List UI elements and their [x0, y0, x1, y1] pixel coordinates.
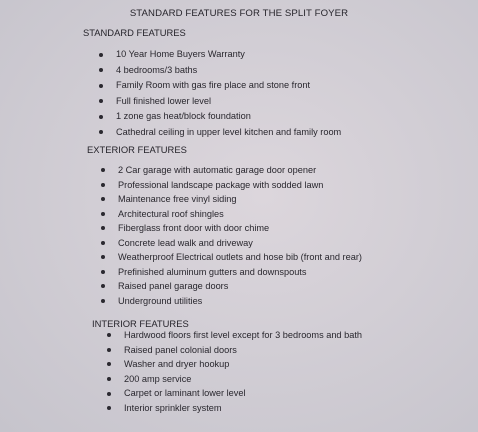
document-title: STANDARD FEATURES FOR THE SPLIT FOYER — [129, 8, 349, 19]
bullet-icon — [99, 130, 103, 134]
list-item — [101, 265, 362, 280]
list-item-text: Raised panel colonial doors — [124, 344, 237, 355]
bullet-icon — [99, 53, 103, 57]
list-item — [107, 386, 362, 401]
list-item — [99, 63, 341, 79]
bullet-icon — [99, 68, 103, 72]
bullet-icon — [107, 377, 111, 381]
bullet-icon — [99, 99, 103, 103]
list-item-text: Professional landscape package with sodded lawn — [118, 179, 324, 190]
section-heading-exterior: EXTERIOR FEATURES — [87, 144, 187, 155]
bullet-icon — [101, 212, 105, 216]
list-item — [107, 343, 362, 358]
list-item — [101, 279, 362, 294]
bullet-icon — [107, 362, 111, 366]
bullet-icon — [101, 255, 105, 259]
section-heading-standard: STANDARD FEATURES — [83, 27, 186, 38]
list-item — [99, 94, 341, 110]
list-item — [99, 47, 341, 63]
bullet-icon — [101, 270, 105, 274]
list-item — [101, 163, 362, 178]
standard-features-list — [99, 47, 341, 140]
list-item-text: Architectural roof shingles — [118, 208, 224, 219]
list-item — [107, 372, 362, 387]
bullet-icon — [107, 406, 111, 410]
interior-features-list — [107, 328, 362, 416]
list-item — [101, 207, 362, 222]
bullet-icon — [107, 348, 111, 352]
list-item-text: Washer and dryer hookup — [124, 359, 230, 370]
list-item — [107, 357, 362, 372]
section-heading-interior: INTERIOR FEATURES — [92, 318, 189, 329]
list-item — [99, 109, 341, 125]
list-item-text: 1 zone gas heat/block foundation — [116, 111, 251, 121]
list-item-text: Interior sprinkler system — [124, 402, 222, 413]
list-item-text: Full finished lower level — [116, 95, 211, 106]
bullet-icon — [101, 226, 105, 230]
list-item — [101, 294, 362, 309]
bullet-icon — [101, 197, 105, 201]
list-item-text: Cathedral ceiling in upper level kitchen and family room — [116, 126, 342, 137]
list-item — [101, 221, 362, 236]
bullet-icon — [101, 168, 105, 172]
list-item-text: Family Room with gas fire place and stone front — [116, 80, 311, 90]
list-item-text: Underground utilities — [118, 295, 203, 306]
bullet-icon — [101, 183, 105, 187]
list-item — [99, 125, 341, 141]
exterior-features-list — [101, 163, 362, 308]
list-item-text: 200 amp service — [124, 373, 192, 384]
list-item — [101, 250, 362, 265]
bullet-icon — [99, 84, 103, 88]
bullet-icon — [101, 241, 105, 245]
list-item — [107, 328, 362, 343]
list-item-text: Weatherproof Electrical outlets and hose bib (front and rear) — [118, 252, 362, 262]
list-item-text: Maintenance free vinyl siding — [118, 194, 237, 204]
list-item-text: Fiberglass front door with door chime — [118, 223, 270, 233]
list-item-text: 2 Car garage with automatic garage door opener — [118, 165, 317, 175]
list-item — [101, 178, 362, 193]
list-item — [101, 236, 362, 251]
bullet-icon — [99, 115, 103, 119]
bullet-icon — [101, 299, 105, 303]
bullet-icon — [107, 333, 111, 337]
list-item-text: 10 Year Home Buyers Warranty — [116, 49, 245, 59]
list-item — [107, 401, 362, 416]
bullet-icon — [101, 284, 105, 288]
list-item — [101, 192, 362, 207]
list-item — [99, 78, 341, 94]
list-item-text: Concrete lead walk and driveway — [118, 237, 253, 248]
list-item-text: Carpet or laminant lower level — [124, 388, 246, 399]
list-item-text: Raised panel garage doors — [118, 281, 229, 291]
list-item-text: Hardwood floors first level except for 3 bedrooms and bath — [124, 330, 362, 340]
list-item-text: Prefinished aluminum gutters and downspouts — [118, 266, 307, 277]
list-item-text: 4 bedrooms/3 baths — [116, 64, 198, 75]
bullet-icon — [107, 392, 111, 396]
